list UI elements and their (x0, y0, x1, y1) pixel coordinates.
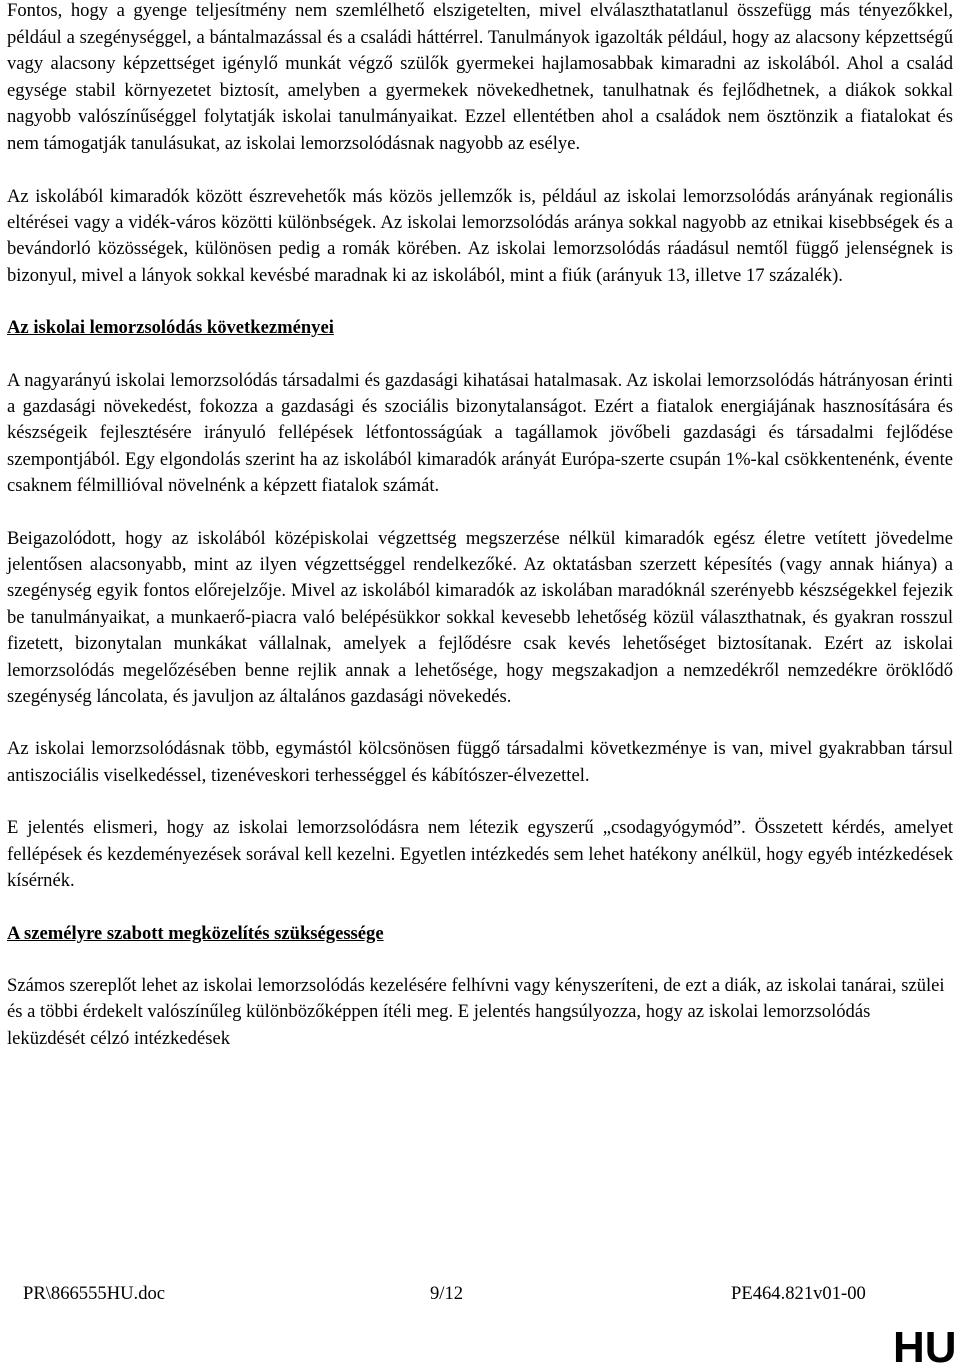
paragraph-economic-impact: A nagyarányú iskolai lemorzsolódás társadalmi és gazdasági kihatásai hatalmasak. Az iskolai lemorzsolódás hátrányosan érinti a gazdasági növekedést, fokozza a gazdasági és szociális bizonytalanságot. Ezért a fiatalok energiájának hasznosítására és készségeik fejlesztésére irányuló fellépések létfontosságúak a tagállamok jövőbeli gazdasági és társadalmi fejlődése szempontjából. Egy elgondolás szerint ha az iskolából kimaradók arányát Európa-szerte csupán 1%-kal csökkentenénk, évente csaknem félmillióval növelnénk a képzett fiatalok számát. (7, 369, 953, 497)
document-page (7, 0, 953, 1052)
paragraph-no-miracle-cure: E jelentés elismeri, hogy az iskolai lemorzsolódásra nem létezik egyszerű „csodagyógymód”. Összetett kérdés, amelyet fellépések és kezdeményezések sorával kell kezelni. Egyetlen intézkedés sem lehet hatékony anélkül, hogy egyéb intézkedések kísérnék. (7, 817, 953, 892)
paragraph-dropout-characteristics: Az iskolából kimaradók között észrevehetők más közös jellemzők is, például az iskolai lemorzsolódás arányának regionális eltérései vagy a vidék-város közötti különbségek. Az iskolai lemorzsolódás aránya sokkal nagyobb az etnikai kisebbségek és a bevándorló közösségek, különösen pedig a romák körében. Az iskolai lemorzsolódás ráadásul nemtől függő jelenségnek is bizonyul, mivel a lányok sokkal kevésbé maradnak ki az iskolából, mint a fiúk (arányuk 13, illetve 17 százalék). (7, 185, 953, 286)
paragraph-income-poverty: Beigazolódott, hogy az iskolából középiskolai végzettség megszerzése nélkül kimaradók egész életre vetített jövedelme jelentősen alacsonyabb, mint az ilyen végzettséggel rendelkezőké. Az oktatásban szerzett képesítés (vagy annak hiánya) a szegénység egyik fontos előrejelzője. Mivel az iskolából kimaradók az iskolában maradóknál szerényebb készségekkel fejezik be tanulmányaikat, a munkaerő-piacra való belépésükkor sokkal kevesebb lehetőség közül választhatnak, és gyakran rosszul fizetett, bizonytalan munkákat vállalnak, amelyek a fejlődésre csak kevés lehetőséget biztosítanak. Ezért az iskolai lemorzsolódás megelőzésében benne rejlik annak a lehetősége, hogy megszakadjon a nemzedékről nemzedékre öröklődő szegénység láncolata, és javuljon az általános gazdasági növekedés. (7, 527, 953, 708)
footer-page-number: 9/12 (430, 1283, 464, 1304)
section-heading-consequences: Az iskolai lemorzsolódás következményei (7, 317, 334, 339)
footer-doc-ref: PR\866555HU.doc (23, 1283, 166, 1304)
page-footer (0, 1281, 960, 1307)
footer-pe-ref: PE464.821v01-00 (731, 1283, 866, 1304)
paragraph-actors: Számos szereplőt lehet az iskolai lemorzsolódás kezelésére felhívni vagy kényszeríteni, de ezt a diák, az iskolai tanárai, szülei és a többi érdekelt valószínűleg különbözőképpen ítéli meg. E jelentés hangsúlyozza, hogy az iskolai lemorzsolódás leküzdését célzó intézkedések (7, 974, 945, 1049)
language-code-badge: HU (893, 1323, 957, 1372)
paragraph-family-background: Fontos, hogy a gyenge teljesítmény nem szemlélhető elszigetelten, mivel elválaszthatatlanul összefügg más tényezőkkel, például a szegénységgel, a bántalmazással és a családi háttérrel. Tanulmányok igazolták például, hogy az alacsony képzettségű vagy alacsony képzettséget igénylő munkát végző szülők gyermekei hajlamosabbak kimaradni az iskolából. Ahol a család egysége stabil környezetet biztosít, amelyben a gyermekek növekedhetnek, tanulhatnak és fejlődhetnek, a diákok sokkal nagyobb valószínűséggel folytatják iskolai tanulmányaikat. Ezzel ellentétben ahol a családok nem ösztönzik a fiatalokat és nem támogatják tanulásukat, az iskolai lemorzsolódásnak nagyobb az esélye. (7, 0, 953, 154)
section-heading-personal-approach: A személyre szabott megközelítés szükségessége (7, 922, 384, 944)
paragraph-social-consequences: Az iskolai lemorzsolódásnak több, egymástól kölcsönösen függő társadalmi következménye is van, mivel gyakrabban társul antiszociális viselkedéssel, tizenéveskori terhességgel és kábítószer-élvezettel. (7, 738, 953, 786)
